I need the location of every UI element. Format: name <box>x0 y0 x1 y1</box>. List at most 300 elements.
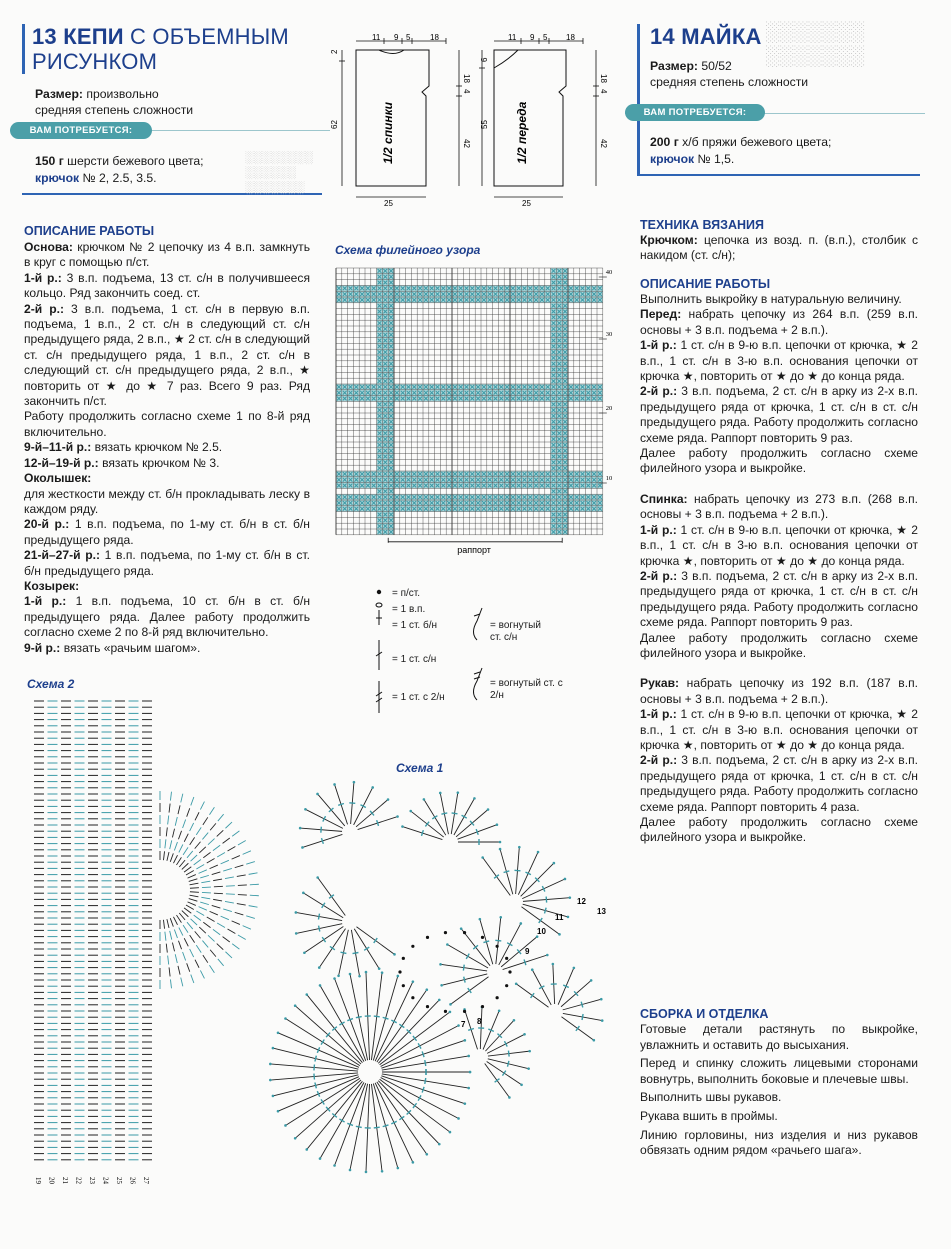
schema1-stitch-bar <box>545 908 547 914</box>
schema1-stitch-bar <box>413 1103 417 1108</box>
schema1-stitch-bar <box>399 1024 404 1027</box>
schema1-chain <box>423 798 426 801</box>
schema1-stitch-bar <box>494 875 499 879</box>
back-dim-top-2: 9 <box>394 33 399 42</box>
back-dim-left-1: 2 <box>330 49 339 54</box>
back-dim-left-2: 62 <box>330 120 339 129</box>
right-article-size <box>650 58 910 90</box>
right-desc-paragraph: 2-й р.: 3 в.п. подъема, 2 ст. с/н в арку из 2-х в.п. предыдущего ряда от крючка, 1 ст. с/н в ст. с/н предыдущего ряда. Работу продолжить согласно схеме ряда. Раппорт повторить 9 раз. <box>640 384 918 445</box>
schema2-arc-stitch <box>190 888 199 889</box>
schema1-stitch-bar <box>322 903 325 908</box>
right-desc-paragraph: Перед: набрать цепочку из 264 в.п. (259 в.п. основы + 3 в.п. подъема + 2 в.п.). <box>640 307 918 337</box>
front-label: 1/2 переда <box>515 101 529 164</box>
rapport-label: раппорт <box>457 544 491 555</box>
schema2-arc-stitch <box>190 837 195 845</box>
schema1-chain <box>464 1039 467 1042</box>
schema1-chain <box>305 993 308 996</box>
schema2-arc-stitch <box>178 831 181 839</box>
front-dim-left-1: 6 <box>480 57 489 62</box>
schema1-chain <box>333 783 336 786</box>
schema2-arc-stitch <box>212 872 221 875</box>
schema2-arc-stitch <box>187 963 190 971</box>
schema1-stitch-bar <box>504 871 510 873</box>
schema2-arc-stitch <box>183 820 186 828</box>
schema2-arc-stitch <box>202 892 211 893</box>
schema1-stitch-bar <box>329 895 334 899</box>
schema2-arc-stitch <box>190 823 194 831</box>
schema1-stitch-bar <box>374 1127 380 1128</box>
left-difficulty: средняя степень сложности <box>35 103 194 117</box>
schema2-arc-stitch <box>191 797 194 805</box>
schema1-stitch-bar <box>539 918 543 923</box>
schema2-arc-stitch <box>238 895 247 896</box>
schema1-stitch-bar <box>452 813 458 814</box>
schema1-chain <box>449 1003 452 1006</box>
schema1-chain <box>397 1167 400 1170</box>
schema2-arc-stitch <box>184 938 188 946</box>
schema2-arc-stitch <box>194 915 201 920</box>
schema1-chain <box>319 1157 322 1160</box>
front-dim-top-1: 11 <box>508 33 517 42</box>
schema2-arc-stitch <box>190 883 199 885</box>
schema1-chain <box>569 896 572 899</box>
schema1-chain <box>316 793 319 796</box>
schema1-chain <box>481 856 484 859</box>
schema1-stitch-bar <box>502 1071 505 1076</box>
schema2-arc-stitch <box>223 909 232 912</box>
schema1-chain <box>393 953 396 956</box>
schema2-arc-stitch <box>182 863 189 869</box>
schema2-arc-stitch <box>176 857 181 865</box>
schema1-chain <box>284 1124 287 1127</box>
schema2-arc-stitch <box>201 881 210 883</box>
schema2-arc-stitch <box>196 945 201 953</box>
schema2-arc-stitch <box>172 943 174 952</box>
schema1-stitch-bar <box>463 965 464 971</box>
right-difficulty: средняя степень сложности <box>650 75 809 89</box>
right-desc-paragraph: 2-й р.: 3 в.п. подъема, 2 ст. с/н в арку из 2-х в.п. предыдущего ряда от крючка, 1 ст. с/н в ст. с/н предыдущего ряда. Работу продолжить согласно схеме ряда. Раппорт повторить 4 раза. <box>640 753 918 814</box>
schema1-chain <box>593 1039 596 1042</box>
left-desc-paragraph: Околышек: <box>24 471 92 486</box>
schema1-stitch-bar <box>399 1116 404 1119</box>
schema1-chain <box>438 1143 441 1146</box>
schema2-arc-stitch <box>170 918 173 926</box>
schema1-chain <box>277 1032 280 1035</box>
schema2-arc-stitch <box>200 875 209 878</box>
schema2-arc-stitch <box>190 892 199 893</box>
right-need-pill: ВАМ ПОТРЕБУЕТСЯ: <box>625 104 765 121</box>
schema1-stitch-bar <box>364 947 369 950</box>
front-dim-bottom: 25 <box>522 199 531 208</box>
schema1-row-number: 11 <box>555 913 564 922</box>
schema2-arc-stitch <box>201 897 210 899</box>
schema1-stitch-bar <box>374 1016 380 1017</box>
schema1-stitch-bar <box>441 813 447 814</box>
schema2-arc-stitch <box>174 929 177 937</box>
schema1-chain <box>358 975 361 978</box>
assembly-paragraph: Линию горловины, низ изделия и низ рукавов обвязать одним рядом «рачьего шага». <box>640 1127 918 1158</box>
schema2-row-number: 26 <box>128 1177 137 1184</box>
left-desc-paragraph: для жесткости между ст. б/н прокладывать леску в каждом ряду. <box>24 486 310 516</box>
schema2-arc-stitch <box>179 913 185 920</box>
schema1-stitch-bar <box>425 1078 426 1084</box>
schema1-chain <box>365 1171 368 1174</box>
right-article-title-text: МАЙКА <box>681 24 762 49</box>
left-desc-body <box>24 240 310 656</box>
schema2-arc-stitch <box>202 887 211 888</box>
schema2-arc-stitch <box>166 827 167 836</box>
schema2-arc-stitch <box>203 922 210 927</box>
slip-stitch-icon <box>377 590 381 594</box>
schema1-stitch-bar <box>468 988 472 993</box>
schema1-chain <box>349 973 352 976</box>
schema2-arc-stitch <box>178 805 180 814</box>
back-label: 1/2 спинки <box>381 101 395 164</box>
schema1-chain <box>299 827 302 830</box>
schema2-arc-stitch <box>235 912 244 915</box>
schema1-chain <box>499 848 502 851</box>
schema1-chain <box>600 998 603 1001</box>
schema2-arc-stitch <box>218 959 224 966</box>
schema2-arc-stitch <box>191 855 198 861</box>
schema1-chain-dot <box>463 931 466 934</box>
schema1-stitch-bar <box>576 1026 580 1031</box>
schema1-chain <box>396 815 399 818</box>
schema2-arc-stitch <box>221 916 229 920</box>
schema2-arc-stitch <box>186 871 194 876</box>
schema2-arc-stitch <box>187 851 193 858</box>
schema2-arc-stitch <box>217 830 224 836</box>
schema2-arc-stitch <box>183 925 188 933</box>
front-dim-right-2: 4 <box>599 89 608 94</box>
schema1-stitch-bar <box>422 1087 424 1093</box>
schema1-chain <box>272 1095 275 1098</box>
schema1-chain <box>295 932 298 935</box>
schema1-stitch-bar <box>338 803 344 805</box>
schema2-arc-stitch <box>209 965 214 973</box>
schema1-chain <box>467 1087 470 1090</box>
right-size-label: Размер: <box>650 59 698 73</box>
schema2-arc-stitch <box>182 911 189 917</box>
left-desc-paragraph: 1-й р.: 3 в.п. подъема, 13 ст. с/н в получившееся кольцо. Ряд закончить соед. ст. <box>24 270 310 301</box>
schema2-arc-stitch <box>213 929 220 934</box>
schema1-chain <box>401 825 404 828</box>
schema2-arc-stitch <box>232 921 240 925</box>
schema2-arc-stitch <box>223 937 230 942</box>
schema1-chart <box>255 772 625 1192</box>
schema1-chain <box>499 841 502 844</box>
schema1-stitch-bar <box>421 830 423 836</box>
left-size-label: Размер: <box>35 87 83 101</box>
schema1-stitch-bar <box>321 1040 324 1045</box>
schema2-arc-stitch <box>214 886 223 887</box>
left-desc-paragraph: 12-й–19-й р.: вязать крючком № 3. <box>24 455 220 470</box>
schema1-chain <box>520 1083 523 1086</box>
schema1-chain <box>412 980 415 983</box>
schema2-arc-stitch <box>196 827 201 835</box>
schema2-arc-stitch <box>188 875 196 879</box>
schema2-row-number: 24 <box>101 1177 110 1184</box>
schema2-arc-stitch <box>238 935 246 940</box>
schema2-arc-stitch <box>170 931 172 940</box>
schema1-chain <box>301 846 304 849</box>
schema1-stitch-bar <box>531 993 535 998</box>
legend-sc: = 1 ст. б/н <box>392 620 438 631</box>
assembly-paragraph: Перед и спинку сложить лицевыми сторонами вовнутрь, выполнить боковые и плечевые швы. <box>640 1056 918 1086</box>
schema2-arc-stitch <box>165 932 166 941</box>
schema1-stitch-bar <box>507 943 512 946</box>
schema2-arc-stitch <box>237 875 246 877</box>
left-desc-paragraph: 1-й р.: 1 в.п. подъема, 10 ст. б/н в ст. б/н предыдущего ряда. Далее работу продолжить согласно схеме 2 по 8-й ряд включительно. <box>24 594 310 640</box>
schema1-chain-dot <box>444 931 447 934</box>
right-desc-paragraph: Спинка: набрать цепочку из 273 в.п. (268 в.п. основы + 3 в.п. подъема + 2 в.п.). <box>640 491 918 522</box>
front-dim-left-2: 55 <box>480 120 489 129</box>
left-desc-paragraph: 9-й–11-й р.: вязать крючком № 2.5. <box>24 440 223 455</box>
schema2-arc-stitch <box>170 979 171 988</box>
schema2-arc-stitch <box>195 960 199 968</box>
schema1-stitch-bar <box>319 926 320 932</box>
schema1-chain <box>460 927 463 930</box>
schema2-row-number: 27 <box>142 1177 150 1184</box>
schema1-stitch-bar <box>425 822 429 827</box>
schema2-arc-stitch <box>168 816 169 825</box>
schema2-arc-stitch <box>194 860 201 865</box>
schema2-arc-stitch <box>183 952 186 960</box>
schema1-chain <box>487 808 490 811</box>
schema2-arc-stitch <box>228 929 236 934</box>
ghost-text-left: ░░░░░░░░ ░░░░░░ ░░░░░░░ <box>245 150 314 194</box>
schema2-arc-stitch <box>195 842 201 849</box>
pattern-back-drawing <box>330 33 476 209</box>
schema1-stitch-bar <box>468 1028 474 1030</box>
schema1-chain <box>302 892 305 895</box>
left-article-title <box>32 24 322 74</box>
schema2-arc-stitch <box>208 839 215 845</box>
right-desc-paragraph: Выполнить выкройку в натуральную величину. <box>640 292 902 306</box>
schema2-arc-stitch <box>218 814 224 821</box>
schema2-arc-stitch <box>238 841 246 846</box>
schema1-chain <box>294 1004 297 1007</box>
schema1-stitch-bar <box>347 1123 353 1125</box>
chain-stitch-icon <box>376 603 382 607</box>
schema1-chain <box>496 823 499 826</box>
schema2-arc-stitch <box>170 840 172 849</box>
right-desc-heading: ОПИСАНИЕ РАБОТЫ <box>640 277 771 291</box>
schema2-arc-stitch <box>210 950 216 957</box>
schema1-chain <box>457 1117 460 1120</box>
schema1-stitch-bar <box>341 952 347 953</box>
schema2-arc-stitch <box>183 847 188 855</box>
schema2-arc-stitch <box>232 856 240 860</box>
filet-row-number: 10 <box>605 475 613 482</box>
schema1-stitch-bar <box>315 1056 316 1062</box>
right-desc-body <box>640 292 918 846</box>
schema1-chain <box>371 786 374 789</box>
schema1-chain <box>527 1067 530 1070</box>
front-dim-right-1: 18 <box>599 74 608 83</box>
schema1-stitch-bar <box>322 937 325 942</box>
schema2-arc-stitch <box>246 862 255 865</box>
schema2-arc-stitch <box>214 893 223 894</box>
schema2-arc-stitch <box>190 895 199 897</box>
schema1-stitch-bar <box>356 1017 362 1018</box>
schema2-arc-stitch <box>173 855 177 863</box>
schema1-stitch-bar <box>539 986 544 989</box>
schema1-chain-dot <box>426 1005 429 1008</box>
schema1-chain <box>469 1071 472 1074</box>
left-material-2: крючок № 2, 2.5, 3.5. <box>35 171 157 185</box>
schema1-chain <box>479 918 482 921</box>
assembly-body <box>640 1022 918 1162</box>
schema1-chain <box>528 1050 531 1053</box>
right-material-2: крючок № 1,5. <box>650 152 735 166</box>
schema1-chain <box>304 808 307 811</box>
schema2-arc-stitch <box>226 894 235 895</box>
technique-heading: ТЕХНИКА ВЯЗАНИЯ <box>640 218 765 232</box>
schema2-arc-stitch <box>173 917 177 925</box>
schema2-arc-stitch <box>217 944 224 950</box>
schema1-stitch-bar <box>495 1079 500 1083</box>
schema1-chain <box>457 791 460 794</box>
right-desc-paragraph: 1-й р.: 1 ст. с/н в 9-ю в.п. цепочки от крючка, ★ 2 в.п., 1 ст. с/н в 3-ю в.п. основания цепочки от крючка ★, повторить от ★ до ★ до конца ряда. <box>640 338 918 384</box>
front-dim-top-3: 5 <box>543 33 548 42</box>
schema1-chain-dot <box>496 945 499 948</box>
back-dim-bottom: 25 <box>384 199 393 208</box>
schema1-stitch-bar <box>374 938 378 943</box>
back-dim-top-3: 5 <box>406 33 411 42</box>
schema1-chain <box>316 876 319 879</box>
assembly-heading: СБОРКА И ОТДЕЛКА <box>640 1007 769 1021</box>
schema2-arc-stitch <box>199 870 207 874</box>
schema2-arc-stitch <box>237 904 246 906</box>
schema1-chain-dot <box>481 936 484 939</box>
schema2-arc-stitch <box>246 916 255 919</box>
schema1-stitch-bar <box>418 1043 421 1048</box>
schema2-arc-stitch <box>163 920 164 929</box>
schema1-stitch-bar <box>466 954 469 959</box>
filet-grid <box>334 262 624 562</box>
schema1-stitch-bar <box>507 1061 508 1067</box>
schema2-arc-stitch <box>213 845 220 850</box>
schema2-arc-stitch <box>191 919 198 925</box>
schema1-stitch-bar <box>508 1051 509 1057</box>
schema2-arc-stitch <box>202 941 208 948</box>
schema1-row-number: 10 <box>537 927 546 936</box>
left-desc-paragraph: 21-й–27-й р.: 1 в.п. подъема, по 1-му ст. б/н в ст. б/н предыдущего ряда. <box>24 548 310 578</box>
schema2-row-number: 21 <box>61 1177 69 1184</box>
schema1-chain <box>349 1169 352 1172</box>
schema1-chain <box>269 1063 272 1066</box>
schema2-arc-stitch <box>200 970 204 978</box>
schema1-chain <box>438 999 441 1002</box>
schema1-chain <box>601 1019 604 1022</box>
schema1-stitch-bar <box>476 829 478 835</box>
schema2-arc-stitch <box>203 817 208 825</box>
schema1-chain-dot <box>411 945 414 948</box>
schema1-stitch-bar <box>321 838 323 844</box>
schema2-row-number: 19 <box>34 1177 42 1184</box>
schema1-caption: Схема 1 <box>396 761 444 775</box>
schema2-arc-stitch <box>213 879 222 881</box>
right-article-number: 14 <box>650 24 675 49</box>
schema1-chain <box>272 1047 275 1050</box>
schema1-chain <box>513 1019 516 1022</box>
schema1-chain <box>537 851 540 854</box>
schema2-arc-stitch <box>243 926 251 930</box>
schema2-arc-stitch <box>210 823 216 830</box>
schema1-chain <box>387 798 390 801</box>
schema2-arc-stitch <box>169 967 170 976</box>
ghost-text-right: ░░░░░░░ ░░░░░░░ <box>765 21 865 67</box>
legend-chain: = 1 в.п. <box>392 604 426 615</box>
schema1-chain-dot <box>398 970 401 973</box>
schema2-caption: Схема 2 <box>27 677 75 691</box>
schema1-chain <box>439 792 442 795</box>
schema1-stitch-bar <box>347 1019 353 1021</box>
right-material-1: 200 г х/б пряжи бежевого цвета; <box>650 135 832 149</box>
schema2-arc-stitch <box>179 844 183 852</box>
schema1-stitch-bar <box>330 946 335 949</box>
schema1-chain <box>552 963 555 966</box>
schema2-arc-stitch <box>172 829 174 838</box>
schema1-chain <box>499 916 502 919</box>
schema2-row-number: 20 <box>47 1177 56 1184</box>
schema2-arc-stitch <box>168 956 169 965</box>
schema2-row-number: 22 <box>74 1177 83 1184</box>
legend-tr: = 1 ст. с 2/н <box>392 692 445 703</box>
schema2-arc-stitch <box>186 905 194 910</box>
left-desc-paragraph: Козырек: <box>24 578 80 593</box>
schema1-chain <box>564 878 567 881</box>
schema1-chain <box>498 1010 501 1013</box>
schema1-stitch-bar <box>462 815 467 818</box>
schema2-arc-stitch <box>232 944 239 949</box>
technique-line: Крючком: цепочка из возд. п. (в.п.), столбик с накидом (ст. с/н); <box>640 233 918 263</box>
schema1-stitch-bar <box>483 941 489 943</box>
schema2-arc-stitch <box>179 928 183 936</box>
schema1-chain <box>523 1033 526 1036</box>
schema2-arc-stitch <box>187 922 193 929</box>
schema2-arc-stitch <box>167 919 169 928</box>
legend-dc: = 1 ст. с/н <box>392 654 437 665</box>
schema2-arc-stitch <box>213 899 222 901</box>
legend-concave-dc: = вогнутый ст. с/н <box>490 620 541 643</box>
schema2-arc-stitch <box>217 853 225 858</box>
schema1-chain <box>295 911 298 914</box>
schema2-arc-stitch <box>203 852 210 857</box>
schema2-arc-stitch <box>184 867 191 872</box>
schema1-chain <box>473 797 476 800</box>
left-desc-paragraph: 2-й р.: 3 в.п. подъема, 1 ст. с/н в первую в.п. подъема, 1 в.п., 2 ст. с/н в следующий ст. с/н предыдущего ряда, 2 в.п., ★ 2 ст. с/н в следующий ст. с/н предыдущего ряда, 1 в.п., 2 ст. с/н в следующий ст. с/н предыдущего ряда, 2 в.п., ★ повторить от ★ до ★ 7 раз. Всего 9 раз. Ряд закончить п/ст. <box>24 301 310 409</box>
schema1-stitch-bar <box>581 1002 583 1008</box>
schema2-arc-stitch <box>209 807 214 815</box>
schema1-chain <box>508 1096 511 1099</box>
schema2-arc-stitch <box>200 802 204 810</box>
schema1-chain-dot <box>496 996 499 999</box>
left-article-accent-bar <box>22 24 25 74</box>
schema2-arc-stitch <box>203 955 208 963</box>
schema2-arc-stitch <box>189 899 198 902</box>
assembly-paragraph: Готовые детали растянуть по выкройке, увлажнить и оставить до высыхания. <box>640 1022 918 1052</box>
schema1-stitch-bar <box>464 977 465 983</box>
schema2-row-number: 23 <box>88 1177 96 1184</box>
schema2-arc-stitch <box>166 944 167 953</box>
schema1-chain <box>319 984 322 987</box>
front-dim-top-2: 9 <box>530 33 535 42</box>
right-article-title <box>650 24 762 49</box>
right-desc-paragraph: Далее работу продолжить согласно схеме филейного узора и выкройке. <box>640 815 918 845</box>
assembly-paragraph: Рукава вшить в проймы. <box>640 1108 778 1123</box>
